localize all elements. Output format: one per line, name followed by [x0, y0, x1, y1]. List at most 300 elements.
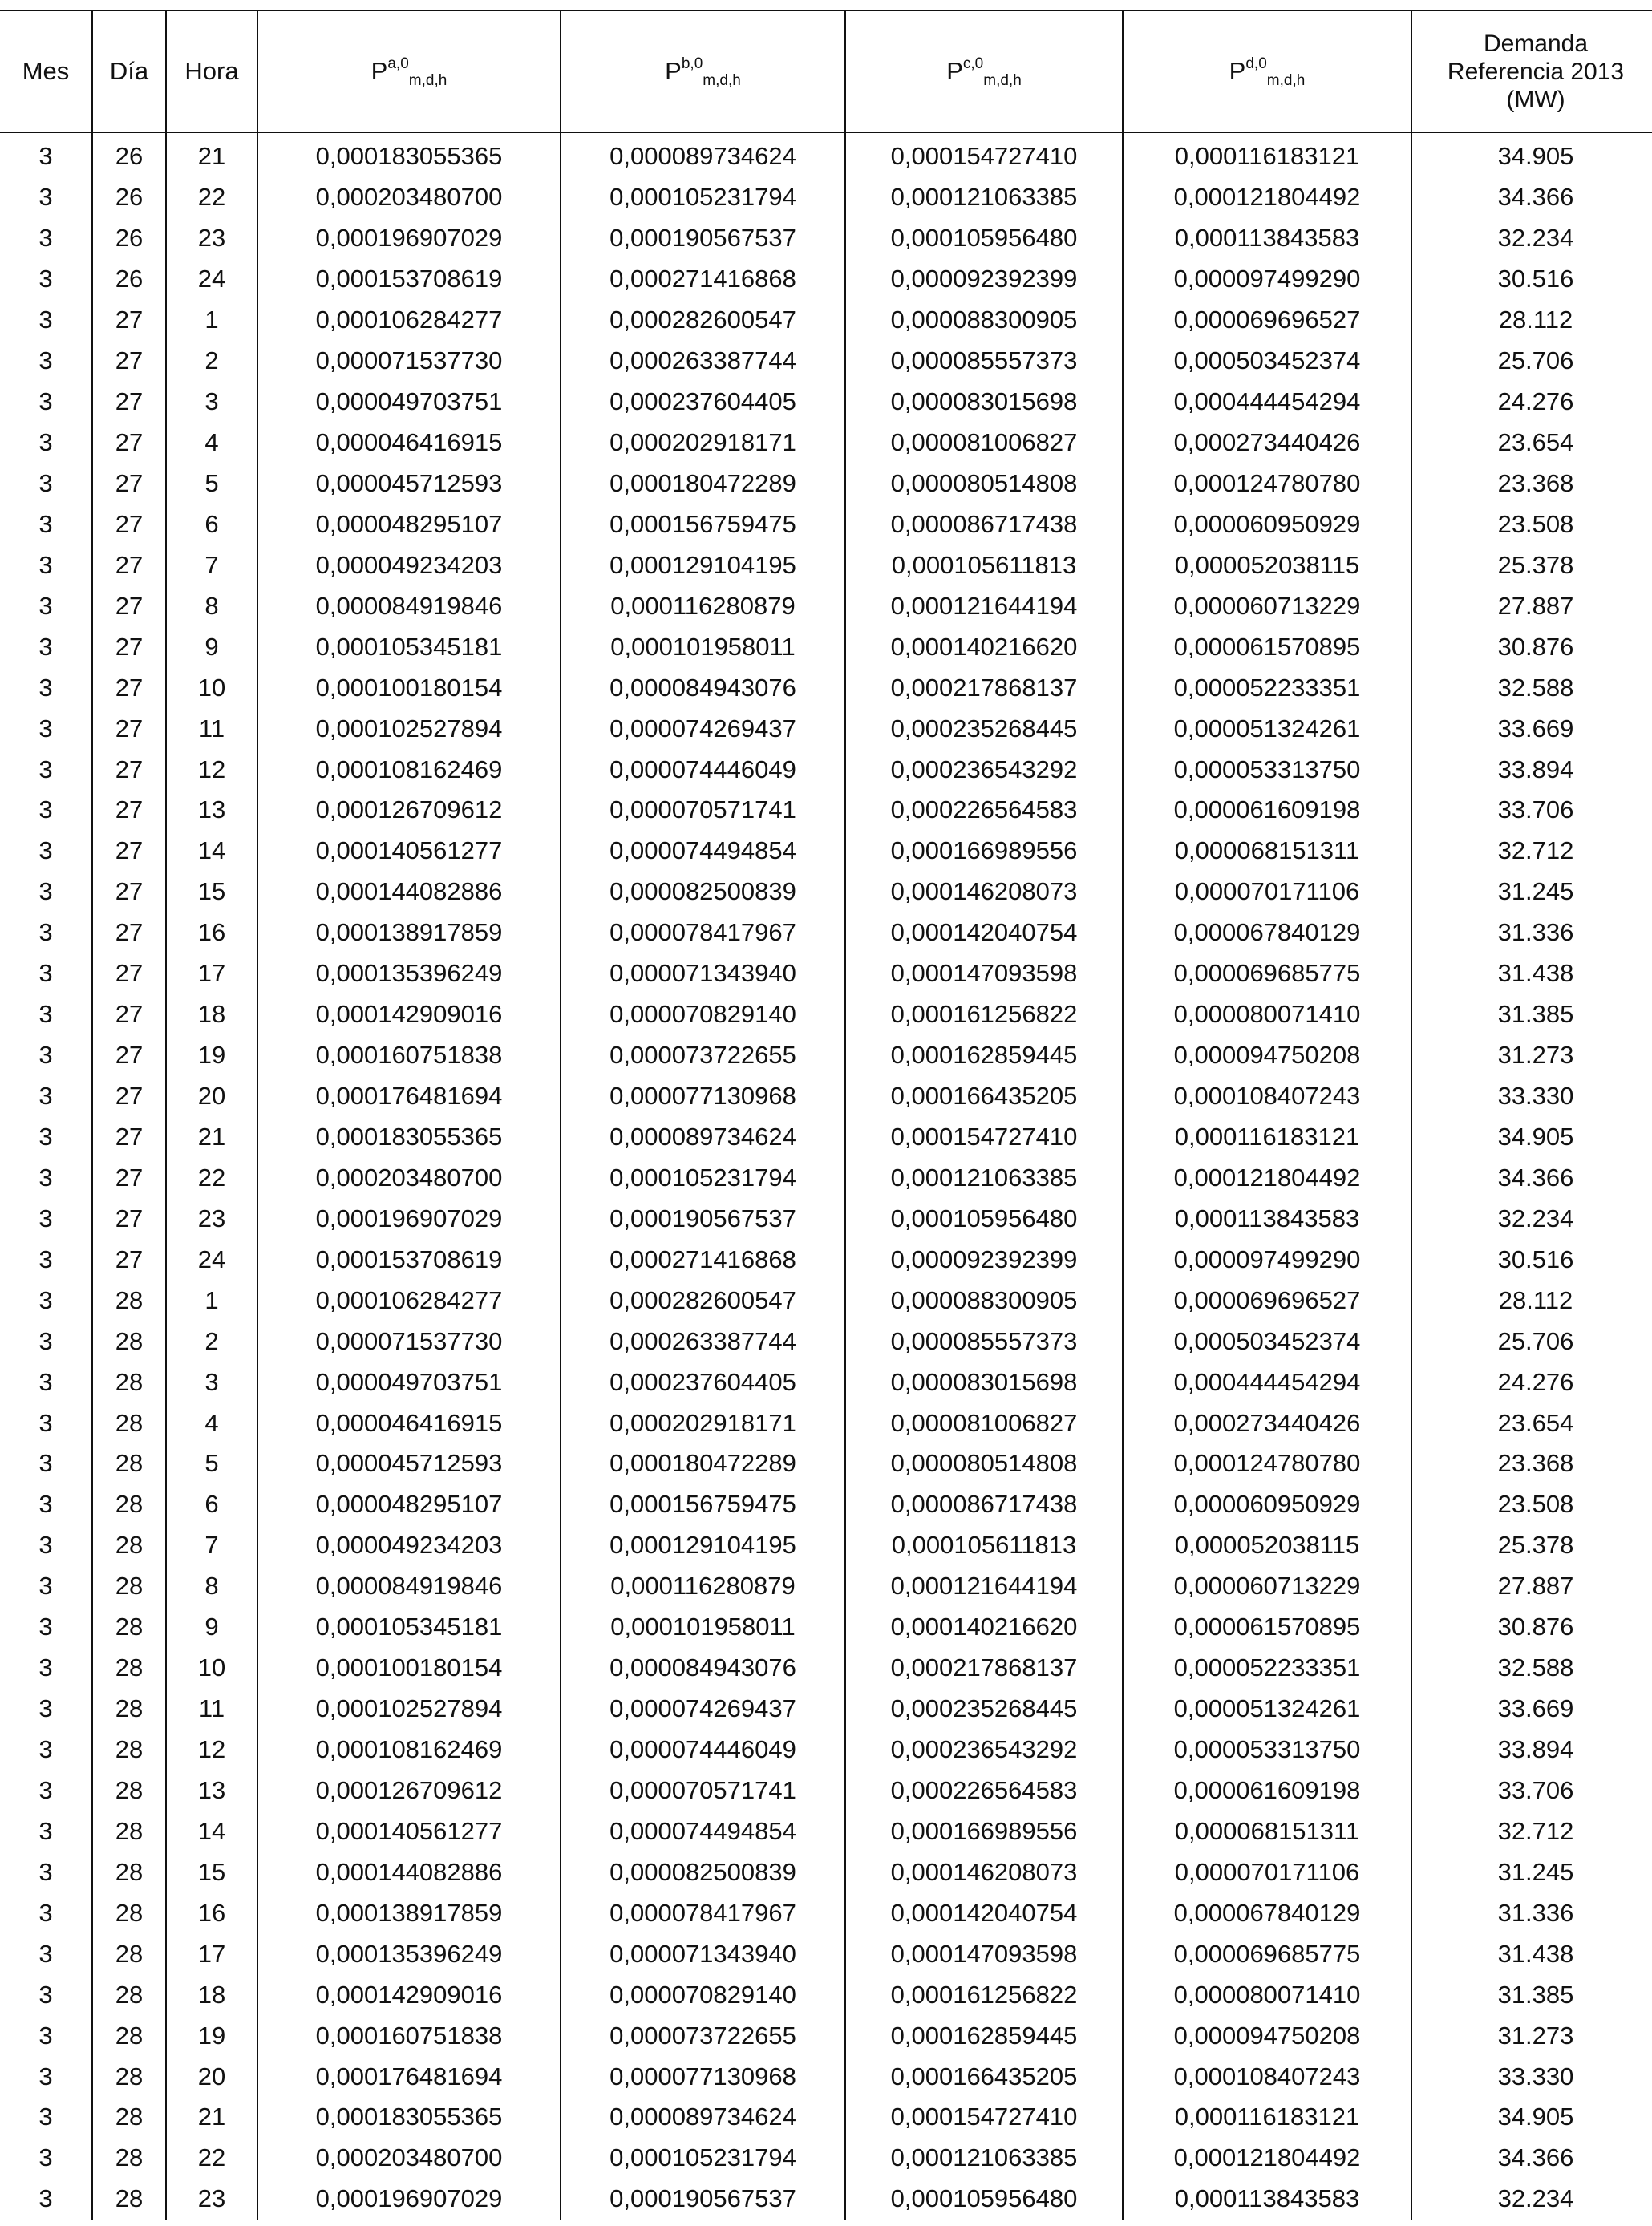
cell-pa: 0,000142909016: [257, 1974, 561, 2015]
cell-hora: 13: [166, 790, 257, 831]
cell-dia: 28: [92, 1730, 166, 1771]
cell-pa: 0,000100180154: [257, 667, 561, 708]
cell-pc: 0,000121063385: [845, 2138, 1123, 2179]
cell-pc: 0,000166989556: [845, 831, 1123, 872]
cell-pd: 0,000094750208: [1123, 2015, 1411, 2056]
cell-mes: 3: [38, 1694, 53, 1723]
cell-dia: 27: [92, 1198, 166, 1239]
cell-pd: 0,000061570895: [1123, 626, 1411, 667]
cell-pc: 0,000080514808: [845, 1443, 1123, 1484]
cell-demanda: 30.516: [1411, 1239, 1652, 1280]
table-row: [0, 132, 1652, 177]
table-row: [0, 1689, 1652, 1730]
cell-mes: 3: [38, 795, 53, 824]
cell-mes: 3: [38, 183, 53, 212]
header-mes: Mes: [0, 10, 92, 132]
cell-demanda: 34.905: [1411, 2097, 1652, 2138]
cell-pc: 0,000154727410: [845, 1117, 1123, 1158]
cell-mes: 3: [38, 1082, 53, 1111]
cell-pd: 0,000052038115: [1123, 1525, 1411, 1566]
cell-pc: 0,000235268445: [845, 1689, 1123, 1730]
cell-dia: 28: [92, 1607, 166, 1648]
cell-dia: 26: [92, 132, 166, 177]
cell-pc: 0,000092392399: [845, 1239, 1123, 1280]
cell-demanda: 34.366: [1411, 2138, 1652, 2179]
cell-mes: 3: [38, 1449, 53, 1478]
cell-demanda: 33.894: [1411, 749, 1652, 790]
cell-dia: 27: [92, 585, 166, 626]
cell-mes: 3: [38, 1572, 53, 1601]
cell-hora: 6: [166, 504, 257, 544]
cell-pb: 0,000078417967: [561, 913, 845, 953]
cell-demanda: 25.706: [1411, 1321, 1652, 1362]
cell-pb: 0,000190567537: [561, 1198, 845, 1239]
cell-pd: 0,000121804492: [1123, 1157, 1411, 1198]
cell-pa: 0,000160751838: [257, 2015, 561, 2056]
cell-pd: 0,000108407243: [1123, 2056, 1411, 2097]
cell-mes: 3: [38, 1939, 53, 1968]
cell-dia: 27: [92, 913, 166, 953]
cell-dia: 27: [92, 504, 166, 544]
cell-pc: 0,000081006827: [845, 423, 1123, 463]
cell-pb: 0,000078417967: [561, 1892, 845, 1933]
cell-hora: 5: [166, 463, 257, 504]
table-row: [0, 667, 1652, 708]
cell-pb: 0,000070571741: [561, 1771, 845, 1811]
cell-pa: 0,000046416915: [257, 1402, 561, 1443]
cell-demanda: 30.876: [1411, 1607, 1652, 1648]
cell-pb: 0,000105231794: [561, 2138, 845, 2179]
table-row: [0, 1117, 1652, 1158]
cell-pd: 0,000113843583: [1123, 218, 1411, 259]
cell-pc: 0,000142040754: [845, 1892, 1123, 1933]
header-pc: [845, 10, 1123, 132]
cell-demanda: 23.508: [1411, 1484, 1652, 1525]
cell-pb: 0,000074446049: [561, 1730, 845, 1771]
cell-pb: 0,000105231794: [561, 177, 845, 218]
table-row: [0, 2179, 1652, 2220]
cell-pa: 0,000084919846: [257, 585, 561, 626]
cell-pd: 0,000113843583: [1123, 1198, 1411, 1239]
table-row: [0, 1402, 1652, 1443]
header-row: [0, 10, 1652, 132]
cell-pd: 0,000061609198: [1123, 1771, 1411, 1811]
cell-pc: 0,000085557373: [845, 1321, 1123, 1362]
cell-pb: 0,000073722655: [561, 2015, 845, 2056]
cell-pd: 0,000273440426: [1123, 423, 1411, 463]
cell-pa: 0,000144082886: [257, 1852, 561, 1892]
cell-hora: 7: [166, 1525, 257, 1566]
cell-pa: 0,000196907029: [257, 218, 561, 259]
cell-demanda: 25.706: [1411, 341, 1652, 382]
header-pa: [257, 10, 561, 132]
table-row: [0, 177, 1652, 218]
cell-pc: 0,000226564583: [845, 1771, 1123, 1811]
cell-hora: 8: [166, 585, 257, 626]
header-hora: Hora: [166, 10, 257, 132]
cell-pa: 0,000045712593: [257, 1443, 561, 1484]
cell-pd: 0,000116183121: [1123, 1117, 1411, 1158]
cell-demanda: 33.706: [1411, 790, 1652, 831]
cell-demanda: 34.905: [1411, 1117, 1652, 1158]
cell-mes: 3: [38, 468, 53, 497]
cell-pa: 0,000142909016: [257, 994, 561, 1035]
cell-hora: 19: [166, 1035, 257, 1076]
cell-pd: 0,000053313750: [1123, 1730, 1411, 1771]
cell-dia: 28: [92, 1362, 166, 1402]
cell-demanda: 31.385: [1411, 994, 1652, 1035]
cell-pa: 0,000048295107: [257, 504, 561, 544]
cell-pb: 0,000073722655: [561, 1035, 845, 1076]
cell-mes: 3: [38, 1613, 53, 1641]
cell-pc: 0,000105611813: [845, 1525, 1123, 1566]
cell-dia: 28: [92, 2138, 166, 2179]
cell-pc: 0,000236543292: [845, 749, 1123, 790]
cell-mes: 3: [38, 918, 53, 947]
cell-demanda: 31.385: [1411, 1974, 1652, 2015]
cell-pb: 0,000082500839: [561, 872, 845, 913]
cell-pa: 0,000049703751: [257, 1362, 561, 1402]
cell-pd: 0,000444454294: [1123, 382, 1411, 423]
cell-dia: 28: [92, 1484, 166, 1525]
cell-pd: 0,000069685775: [1123, 953, 1411, 994]
cell-dia: 27: [92, 544, 166, 585]
cell-pb: 0,000105231794: [561, 1157, 845, 1198]
cell-hora: 11: [166, 1689, 257, 1730]
table-row: [0, 1157, 1652, 1198]
cell-hora: 24: [166, 259, 257, 300]
table-header: [0, 10, 1652, 132]
cell-mes: 3: [38, 714, 53, 743]
table-row: [0, 1280, 1652, 1321]
cell-pd: 0,000061570895: [1123, 1607, 1411, 1648]
cell-pc: 0,000092392399: [845, 259, 1123, 300]
cell-hora: 16: [166, 1892, 257, 1933]
table-row: [0, 1076, 1652, 1117]
header-pa-base: P: [370, 57, 388, 85]
cell-hora: 6: [166, 1484, 257, 1525]
table-row: [0, 382, 1652, 423]
cell-hora: 2: [166, 1321, 257, 1362]
cell-dia: 28: [92, 1280, 166, 1321]
cell-mes: 3: [38, 1326, 53, 1355]
cell-pc: 0,000154727410: [845, 2097, 1123, 2138]
cell-pa: 0,000140561277: [257, 1811, 561, 1852]
cell-demanda: 31.336: [1411, 1892, 1652, 1933]
table-row: [0, 218, 1652, 259]
table-row: [0, 790, 1652, 831]
cell-pd: 0,000052233351: [1123, 1648, 1411, 1689]
cell-hora: 3: [166, 1362, 257, 1402]
cell-pd: 0,000067840129: [1123, 913, 1411, 953]
cell-pa: 0,000105345181: [257, 626, 561, 667]
table-row: [0, 463, 1652, 504]
cell-hora: 20: [166, 1076, 257, 1117]
cell-demanda: 31.273: [1411, 1035, 1652, 1076]
cell-pa: 0,000105345181: [257, 1607, 561, 1648]
cell-hora: 17: [166, 1933, 257, 1974]
cell-dia: 27: [92, 341, 166, 382]
table-row: [0, 708, 1652, 749]
cell-mes: 3: [38, 224, 53, 253]
cell-mes: 3: [38, 1204, 53, 1232]
cell-pd: 0,000116183121: [1123, 2097, 1411, 2138]
cell-pb: 0,000071343940: [561, 953, 845, 994]
cell-pa: 0,000183055365: [257, 1117, 561, 1158]
cell-mes: 3: [38, 1122, 53, 1151]
cell-demanda: 33.706: [1411, 1771, 1652, 1811]
cell-pd: 0,000097499290: [1123, 1239, 1411, 1280]
cell-pc: 0,000162859445: [845, 2015, 1123, 2056]
cell-pc: 0,000217868137: [845, 1648, 1123, 1689]
cell-pd: 0,000080071410: [1123, 1974, 1411, 2015]
cell-hora: 21: [166, 132, 257, 177]
table-row: [0, 585, 1652, 626]
cell-dia: 27: [92, 872, 166, 913]
cell-pb: 0,000190567537: [561, 2179, 845, 2220]
cell-pd: 0,000051324261: [1123, 708, 1411, 749]
cell-pc: 0,000161256822: [845, 994, 1123, 1035]
cell-demanda: 33.669: [1411, 1689, 1652, 1730]
cell-pb: 0,000116280879: [561, 1566, 845, 1607]
table-row: [0, 1443, 1652, 1484]
cell-hora: 13: [166, 1771, 257, 1811]
cell-pd: 0,000060950929: [1123, 504, 1411, 544]
cell-demanda: 24.276: [1411, 382, 1652, 423]
cell-pd: 0,000124780780: [1123, 1443, 1411, 1484]
cell-dia: 27: [92, 1239, 166, 1280]
table-row: [0, 1525, 1652, 1566]
cell-dia: 26: [92, 218, 166, 259]
cell-pa: 0,000126709612: [257, 1771, 561, 1811]
cell-dia: 27: [92, 626, 166, 667]
cell-pc: 0,000162859445: [845, 1035, 1123, 1076]
cell-dia: 28: [92, 1648, 166, 1689]
cell-pd: 0,000060950929: [1123, 1484, 1411, 1525]
cell-pa: 0,000084919846: [257, 1566, 561, 1607]
cell-dia: 27: [92, 1035, 166, 1076]
cell-mes: 3: [38, 1816, 53, 1845]
cell-pd: 0,000061609198: [1123, 790, 1411, 831]
header-pd-sub: m,d,h: [1266, 72, 1306, 89]
cell-dia: 27: [92, 300, 166, 341]
cell-pc: 0,000121644194: [845, 585, 1123, 626]
cell-pc: 0,000121644194: [845, 1566, 1123, 1607]
cell-demanda: 31.245: [1411, 872, 1652, 913]
cell-hora: 15: [166, 872, 257, 913]
cell-demanda: 32.588: [1411, 1648, 1652, 1689]
cell-demanda: 23.508: [1411, 504, 1652, 544]
cell-pb: 0,000263387744: [561, 341, 845, 382]
cell-pa: 0,000203480700: [257, 2138, 561, 2179]
cell-demanda: 33.669: [1411, 708, 1652, 749]
cell-demanda: 32.712: [1411, 1811, 1652, 1852]
table-row: [0, 2138, 1652, 2179]
cell-pa: 0,000203480700: [257, 1157, 561, 1198]
table-row: [0, 953, 1652, 994]
cell-pb: 0,000077130968: [561, 1076, 845, 1117]
cell-pd: 0,000503452374: [1123, 1321, 1411, 1362]
cell-pb: 0,000074494854: [561, 1811, 845, 1852]
cell-pc: 0,000146208073: [845, 1852, 1123, 1892]
cell-hora: 11: [166, 708, 257, 749]
cell-demanda: 23.654: [1411, 1402, 1652, 1443]
table-row: [0, 544, 1652, 585]
cell-demanda: 31.438: [1411, 1933, 1652, 1974]
cell-pb: 0,000089734624: [561, 1117, 845, 1158]
cell-hora: 21: [166, 2097, 257, 2138]
cell-pa: 0,000138917859: [257, 1892, 561, 1933]
header-pc-sub: m,d,h: [983, 72, 1022, 89]
cell-pc: 0,000140216620: [845, 1607, 1123, 1648]
cell-pc: 0,000086717438: [845, 504, 1123, 544]
cell-demanda: 30.516: [1411, 259, 1652, 300]
cell-pa: 0,000046416915: [257, 423, 561, 463]
cell-demanda: 31.336: [1411, 913, 1652, 953]
cell-pa: 0,000138917859: [257, 913, 561, 953]
cell-mes: 3: [38, 1163, 53, 1192]
cell-mes: 3: [38, 1980, 53, 2009]
cell-mes: 3: [38, 265, 53, 293]
cell-dia: 27: [92, 994, 166, 1035]
cell-dia: 27: [92, 423, 166, 463]
cell-pb: 0,000082500839: [561, 1852, 845, 1892]
cell-demanda: 31.273: [1411, 2015, 1652, 2056]
cell-pb: 0,000156759475: [561, 504, 845, 544]
cell-pc: 0,000140216620: [845, 626, 1123, 667]
header-pd: [1123, 10, 1411, 132]
cell-demanda: 27.887: [1411, 1566, 1652, 1607]
table-row: [0, 913, 1652, 953]
table-row: [0, 1362, 1652, 1402]
cell-pd: 0,000080071410: [1123, 994, 1411, 1035]
cell-pc: 0,000166435205: [845, 2056, 1123, 2097]
header-pc-sup: c,0: [962, 55, 984, 72]
cell-mes: 3: [38, 673, 53, 702]
cell-pa: 0,000196907029: [257, 2179, 561, 2220]
cell-pa: 0,000102527894: [257, 1689, 561, 1730]
cell-dia: 27: [92, 1117, 166, 1158]
table-row: [0, 872, 1652, 913]
cell-pd: 0,000068151311: [1123, 831, 1411, 872]
cell-mes: 3: [38, 387, 53, 416]
header-pa-sub: m,d,h: [408, 72, 447, 89]
cell-pc: 0,000217868137: [845, 667, 1123, 708]
cell-hora: 23: [166, 218, 257, 259]
cell-pa: 0,000106284277: [257, 300, 561, 341]
cell-hora: 2: [166, 341, 257, 382]
cell-hora: 8: [166, 1566, 257, 1607]
cell-hora: 23: [166, 1198, 257, 1239]
cell-pc: 0,000088300905: [845, 300, 1123, 341]
cell-pd: 0,000273440426: [1123, 1402, 1411, 1443]
cell-dia: 28: [92, 1402, 166, 1443]
cell-mes: 3: [38, 509, 53, 538]
cell-dia: 26: [92, 177, 166, 218]
cell-mes: 3: [38, 877, 53, 906]
cell-demanda: 31.245: [1411, 1852, 1652, 1892]
cell-pa: 0,000102527894: [257, 708, 561, 749]
cell-mes: 3: [38, 1775, 53, 1804]
cell-demanda: 32.712: [1411, 831, 1652, 872]
cell-pd: 0,000121804492: [1123, 2138, 1411, 2179]
table-row: [0, 831, 1652, 872]
header-pd-sup: d,0: [1245, 55, 1267, 72]
cell-dia: 27: [92, 749, 166, 790]
cell-pc: 0,000147093598: [845, 953, 1123, 994]
cell-demanda: 23.654: [1411, 423, 1652, 463]
cell-demanda: 23.368: [1411, 463, 1652, 504]
cell-demanda: 32.234: [1411, 218, 1652, 259]
cell-pd: 0,000068151311: [1123, 1811, 1411, 1852]
cell-mes: 3: [38, 1735, 53, 1764]
cell-pc: 0,000166435205: [845, 1076, 1123, 1117]
cell-dia: 28: [92, 2097, 166, 2138]
cell-demanda: 32.234: [1411, 2179, 1652, 2220]
cell-pb: 0,000180472289: [561, 1443, 845, 1484]
cell-demanda: 25.378: [1411, 544, 1652, 585]
table-row: [0, 626, 1652, 667]
table-row: [0, 2015, 1652, 2056]
cell-demanda: 27.887: [1411, 585, 1652, 626]
cell-pc: 0,000105956480: [845, 218, 1123, 259]
cell-mes: 3: [38, 428, 53, 457]
cell-pa: 0,000183055365: [257, 132, 561, 177]
header-pc-base: P: [946, 57, 963, 85]
cell-pb: 0,000271416868: [561, 259, 845, 300]
cell-demanda: 31.438: [1411, 953, 1652, 994]
cell-pc: 0,000235268445: [845, 708, 1123, 749]
table-row: [0, 1566, 1652, 1607]
cell-pd: 0,000094750208: [1123, 1035, 1411, 1076]
cell-pc: 0,000147093598: [845, 1933, 1123, 1974]
cell-dia: 28: [92, 1974, 166, 2015]
cell-pb: 0,000074269437: [561, 1689, 845, 1730]
cell-pb: 0,000070829140: [561, 1974, 845, 2015]
cell-pc: 0,000236543292: [845, 1730, 1123, 1771]
table-row: [0, 259, 1652, 300]
cell-hora: 16: [166, 913, 257, 953]
cell-mes: 3: [38, 1490, 53, 1519]
cell-pa: 0,000106284277: [257, 1280, 561, 1321]
cell-hora: 1: [166, 300, 257, 341]
cell-dia: 28: [92, 2056, 166, 2097]
table-row: [0, 1607, 1652, 1648]
cell-mes: 3: [38, 2143, 53, 2172]
cell-pc: 0,000086717438: [845, 1484, 1123, 1525]
cell-pc: 0,000105956480: [845, 1198, 1123, 1239]
cell-demanda: 32.234: [1411, 1198, 1652, 1239]
cell-demanda: 34.366: [1411, 177, 1652, 218]
cell-pb: 0,000190567537: [561, 218, 845, 259]
table-row: [0, 1239, 1652, 1280]
cell-demanda: 33.330: [1411, 2056, 1652, 2097]
cell-hora: 10: [166, 667, 257, 708]
table-body: [0, 132, 1652, 2220]
cell-pa: 0,000108162469: [257, 1730, 561, 1771]
cell-pc: 0,000088300905: [845, 1280, 1123, 1321]
cell-dia: 27: [92, 1157, 166, 1198]
cell-pc: 0,000105956480: [845, 2179, 1123, 2220]
cell-pc: 0,000083015698: [845, 382, 1123, 423]
cell-dia: 27: [92, 831, 166, 872]
cell-pb: 0,000084943076: [561, 667, 845, 708]
cell-pc: 0,000081006827: [845, 1402, 1123, 1443]
table-row: [0, 2097, 1652, 2138]
cell-mes: 3: [38, 959, 53, 988]
cell-hora: 18: [166, 1974, 257, 2015]
cell-pb: 0,000074446049: [561, 749, 845, 790]
